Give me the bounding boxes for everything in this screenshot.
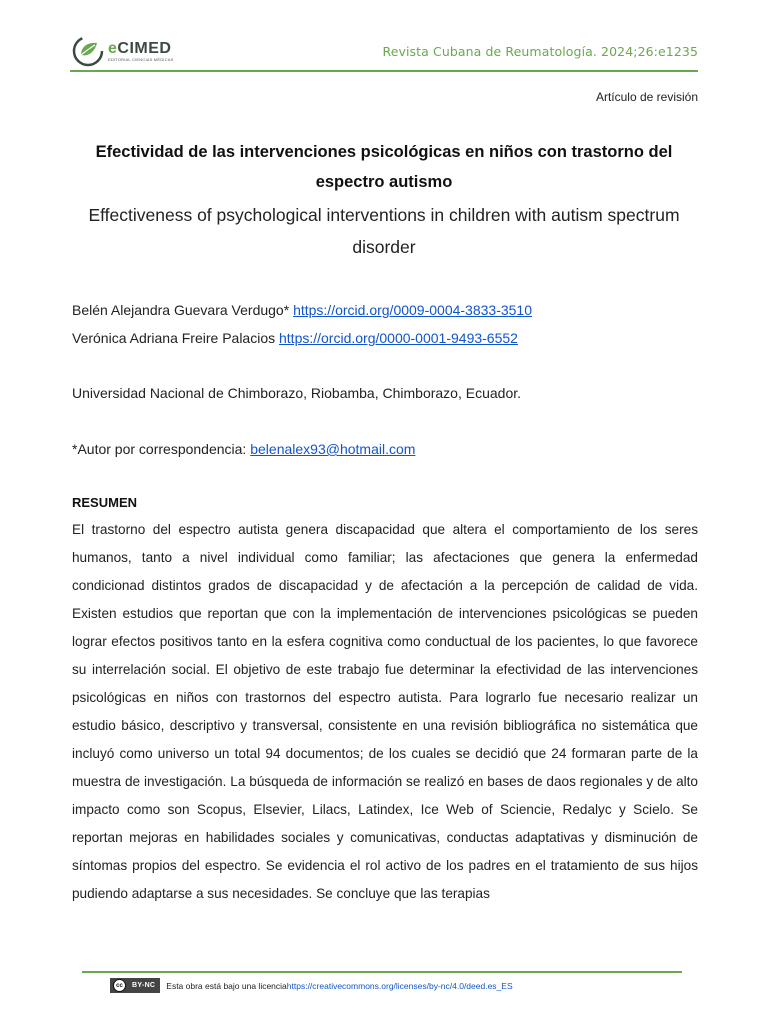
author-name: Belén Alejandra Guevara Verdugo*	[72, 302, 290, 318]
title-spanish: Efectividad de las intervenciones psicológicas en niños con trastorno del espectro autismo	[95, 143, 673, 191]
header-divider	[70, 70, 698, 72]
title-block	[60, 137, 708, 263]
license-link[interactable]: https://creativecommons.org/licenses/by-nc/4.0/deed.es_ES	[286, 980, 513, 991]
cc-by-nc-badge[interactable]	[110, 978, 160, 993]
email-link[interactable]: belenalex93@hotmail.com	[250, 441, 416, 457]
leaf-logo-icon	[72, 35, 104, 67]
abstract-section	[72, 490, 698, 964]
author-item	[72, 324, 702, 352]
title-english: Effectiveness of psychological interventions in children with autism spectrum disorder	[88, 205, 680, 257]
abstract-text: El trastorno del espectro autista genera discapacidad que altera el comportamiento de los seres humanos, tanto a nivel individual como familiar; las afectaciones que genera la enfermedad condicionad distintos grados de discapacidad y de afectación a la percepción de calidad de vida. Existen estudios que reportan que con la implementación de intervenciones psicológicas se pueden lograr efectos positivos tanto en la esfera cognitiva como conductual de los pacientes, lo que favorece su interrelación social. El objetivo de este trabajo fue determinar la efectividad de las intervenciones psicológicas en niños con trastornos del espectro autista. Para lograrlo fue necesario realizar un estudio básico, descriptivo y transversal, consistente en una revisión bibliográfica no sistemática que incluyó como universo un total 94 documentos; de los cuales se decidió que 24 formaran parte de la muestra de investigación. La búsqueda de información se realizó en bases de daos regionales y de alto impacto como son Scopus, Elsevier, Lilacs, Latindex, Ice Web of Sciencie, Redalyc y Scielo. Se reportan mejoras en habilidades sociales y comunicativas, conductas adaptativas y disminución de síntomas propios del espectro. Se evidencia el rol activo de los padres en el tratamiento de sus hijos pudiendo adaptarse a sus necesidades. Se concluye que las terapias	[72, 522, 698, 901]
affiliation: Universidad Nacional de Chimborazo, Riobamba, Chimborazo, Ecuador.	[72, 385, 522, 401]
author-name: Verónica Adriana Freire Palacios	[72, 330, 276, 346]
author-item	[72, 296, 702, 324]
logo-subtitle: EDITORIAL CIENCIAS MÉDICAS	[108, 56, 174, 62]
logo-wordmark: eCIMED	[108, 39, 172, 57]
license-text: Esta obra está bajo una licencia	[166, 980, 287, 991]
correspondence	[72, 435, 415, 463]
footer-divider	[82, 971, 682, 973]
badge-label: BY-NC	[132, 982, 156, 989]
ecimed-logo	[72, 34, 173, 68]
orcid-link[interactable]: https://orcid.org/0009-0004-3833-3510	[293, 302, 533, 318]
license-footer	[110, 978, 513, 993]
author-list	[72, 296, 702, 352]
cc-icon: cc	[113, 979, 126, 992]
journal-citation: Revista Cubana de Reumatología. 2024;26:e1235	[382, 44, 698, 59]
article-type: Artículo de revisión	[595, 90, 698, 104]
orcid-link[interactable]: https://orcid.org/0000-0001-9493-6552	[279, 330, 518, 346]
abstract-heading: RESUMEN	[72, 495, 138, 510]
page-header	[0, 0, 768, 75]
correspondence-label: *Autor por correspondencia:	[72, 441, 247, 457]
